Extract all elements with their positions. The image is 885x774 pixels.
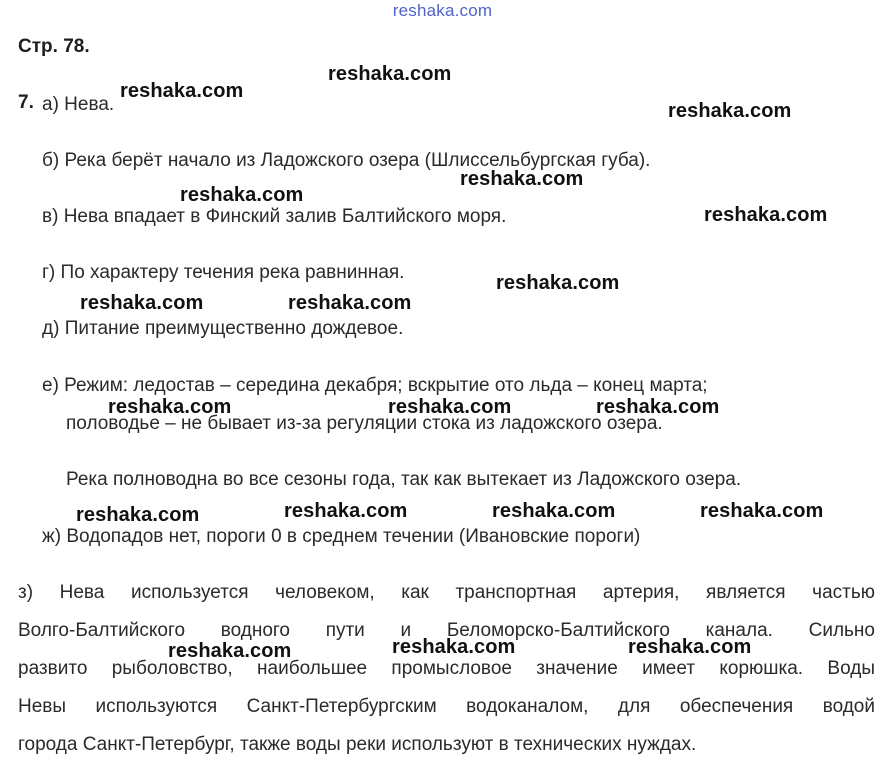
answer-e-line-1: е) Режим: ледостав – середина декабря; вскрытие ото льда – конец марта; (42, 375, 708, 396)
watermark: reshaka.com (288, 292, 412, 314)
answer-z-line-1: з) Нева используется человеком, как транспортная артерия, является частью (18, 582, 875, 603)
answer-z-line-3: развито рыболовство, наибольшее промысловое значение имеет корюшка. Воды (18, 658, 875, 679)
watermark: reshaka.com (108, 396, 232, 418)
watermark: reshaka.com (596, 396, 720, 418)
watermark: reshaka.com (328, 63, 452, 85)
answer-zh: ж) Водопадов нет, пороги 0 в среднем течении (Ивановские пороги) (42, 526, 641, 547)
watermark: reshaka.com (392, 636, 516, 658)
watermark: reshaka.com (668, 100, 792, 122)
answer-a: а) Нева. (42, 94, 115, 115)
watermark: reshaka.com (76, 504, 200, 526)
task-number: 7. (18, 92, 34, 113)
watermark: reshaka.com (460, 168, 584, 190)
answer-z-line-2: Волго-Балтийского водного пути и Беломорско-Балтийского канала. Сильно (18, 620, 875, 641)
answer-z-line-5: города Санкт-Петербург, также воды реки используют в технических нуждах. (18, 734, 697, 755)
answer-e-line-3: Река полноводна во все сезоны года, так как вытекает из Ладожского озера. (66, 469, 742, 490)
watermark: reshaka.com (700, 500, 824, 522)
watermark: reshaka.com (80, 292, 204, 314)
watermark: reshaka.com (496, 272, 620, 294)
answer-d: д) Питание преимущественно дождевое. (42, 318, 404, 339)
watermark: reshaka.com (388, 396, 512, 418)
watermark: reshaka.com (628, 636, 752, 658)
answer-v: в) Нева впадает в Финский залив Балтийского моря. (42, 206, 507, 227)
watermark: reshaka.com (284, 500, 408, 522)
answer-g: г) По характеру течения река равнинная. (42, 262, 405, 283)
watermark: reshaka.com (704, 204, 828, 226)
watermark: reshaka.com (180, 184, 304, 206)
watermark: reshaka.com (120, 80, 244, 102)
watermark: reshaka.com (492, 500, 616, 522)
page-reference: Стр. 78. (18, 36, 90, 57)
site-header-link[interactable]: reshaka.com (392, 1, 493, 20)
watermark: reshaka.com (168, 640, 292, 662)
answer-b: б) Река берёт начало из Ладожского озера (Шлиссельбургская губа). (42, 150, 651, 171)
answer-z-line-4: Невы используются Санкт-Петербургским водоканалом, для обеспечения водой (18, 696, 875, 717)
answer-e-line-2: половодье – не бывает из-за регуляции стока из ладожского озера. (66, 413, 663, 434)
